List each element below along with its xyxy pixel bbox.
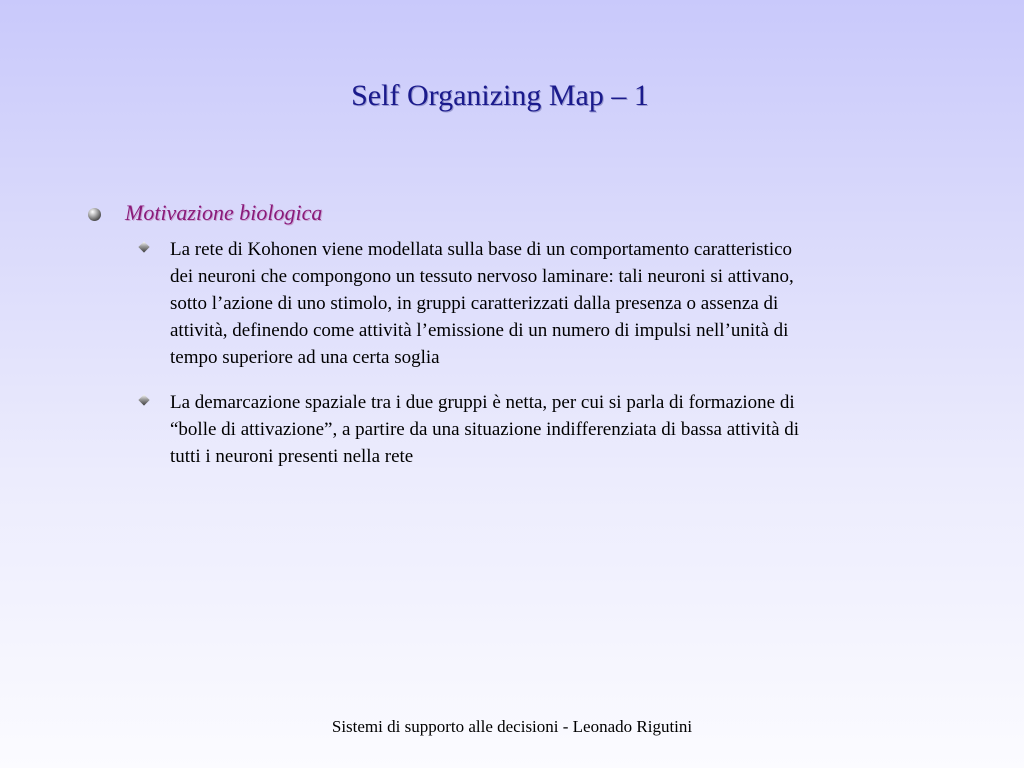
sphere-bullet-icon	[88, 208, 101, 221]
text-line: La rete di Kohonen viene modellata sulla base di un comportamento caratteristico	[170, 239, 793, 260]
bullet-heading: Motivazione biologica	[125, 200, 323, 225]
text-line: attività, definendo come attività l’emissione di un numero di impulsi nell’unità di	[170, 320, 789, 341]
diamond-bullet-icon	[138, 394, 149, 405]
text-line: sotto l’azione di uno stimolo, in gruppi caratterizzati dalla presenza o assenza di	[170, 293, 779, 314]
text-line: “bolle di attivazione”, a partire da una situazione indifferenziata di bassa attività di	[170, 419, 800, 440]
text-line: tempo superiore ad una certa soglia	[170, 347, 440, 368]
diamond-bullet-icon	[138, 241, 149, 252]
text-line: dei neuroni che compongono un tessuto nervoso laminare: tali neuroni si attivano,	[170, 266, 794, 287]
sub-bullet-text	[170, 236, 940, 371]
sub-bullet-text	[170, 389, 940, 470]
slide-footer: Sistemi di supporto alle decisioni - Leonado Rigutini	[331, 717, 693, 736]
slide-title: Self Organizing Map – 1	[351, 79, 649, 112]
text-line: La demarcazione spaziale tra i due gruppi è netta, per cui si parla di formazione di	[170, 392, 795, 413]
text-line: tutti i neuroni presenti nella rete	[170, 446, 414, 467]
